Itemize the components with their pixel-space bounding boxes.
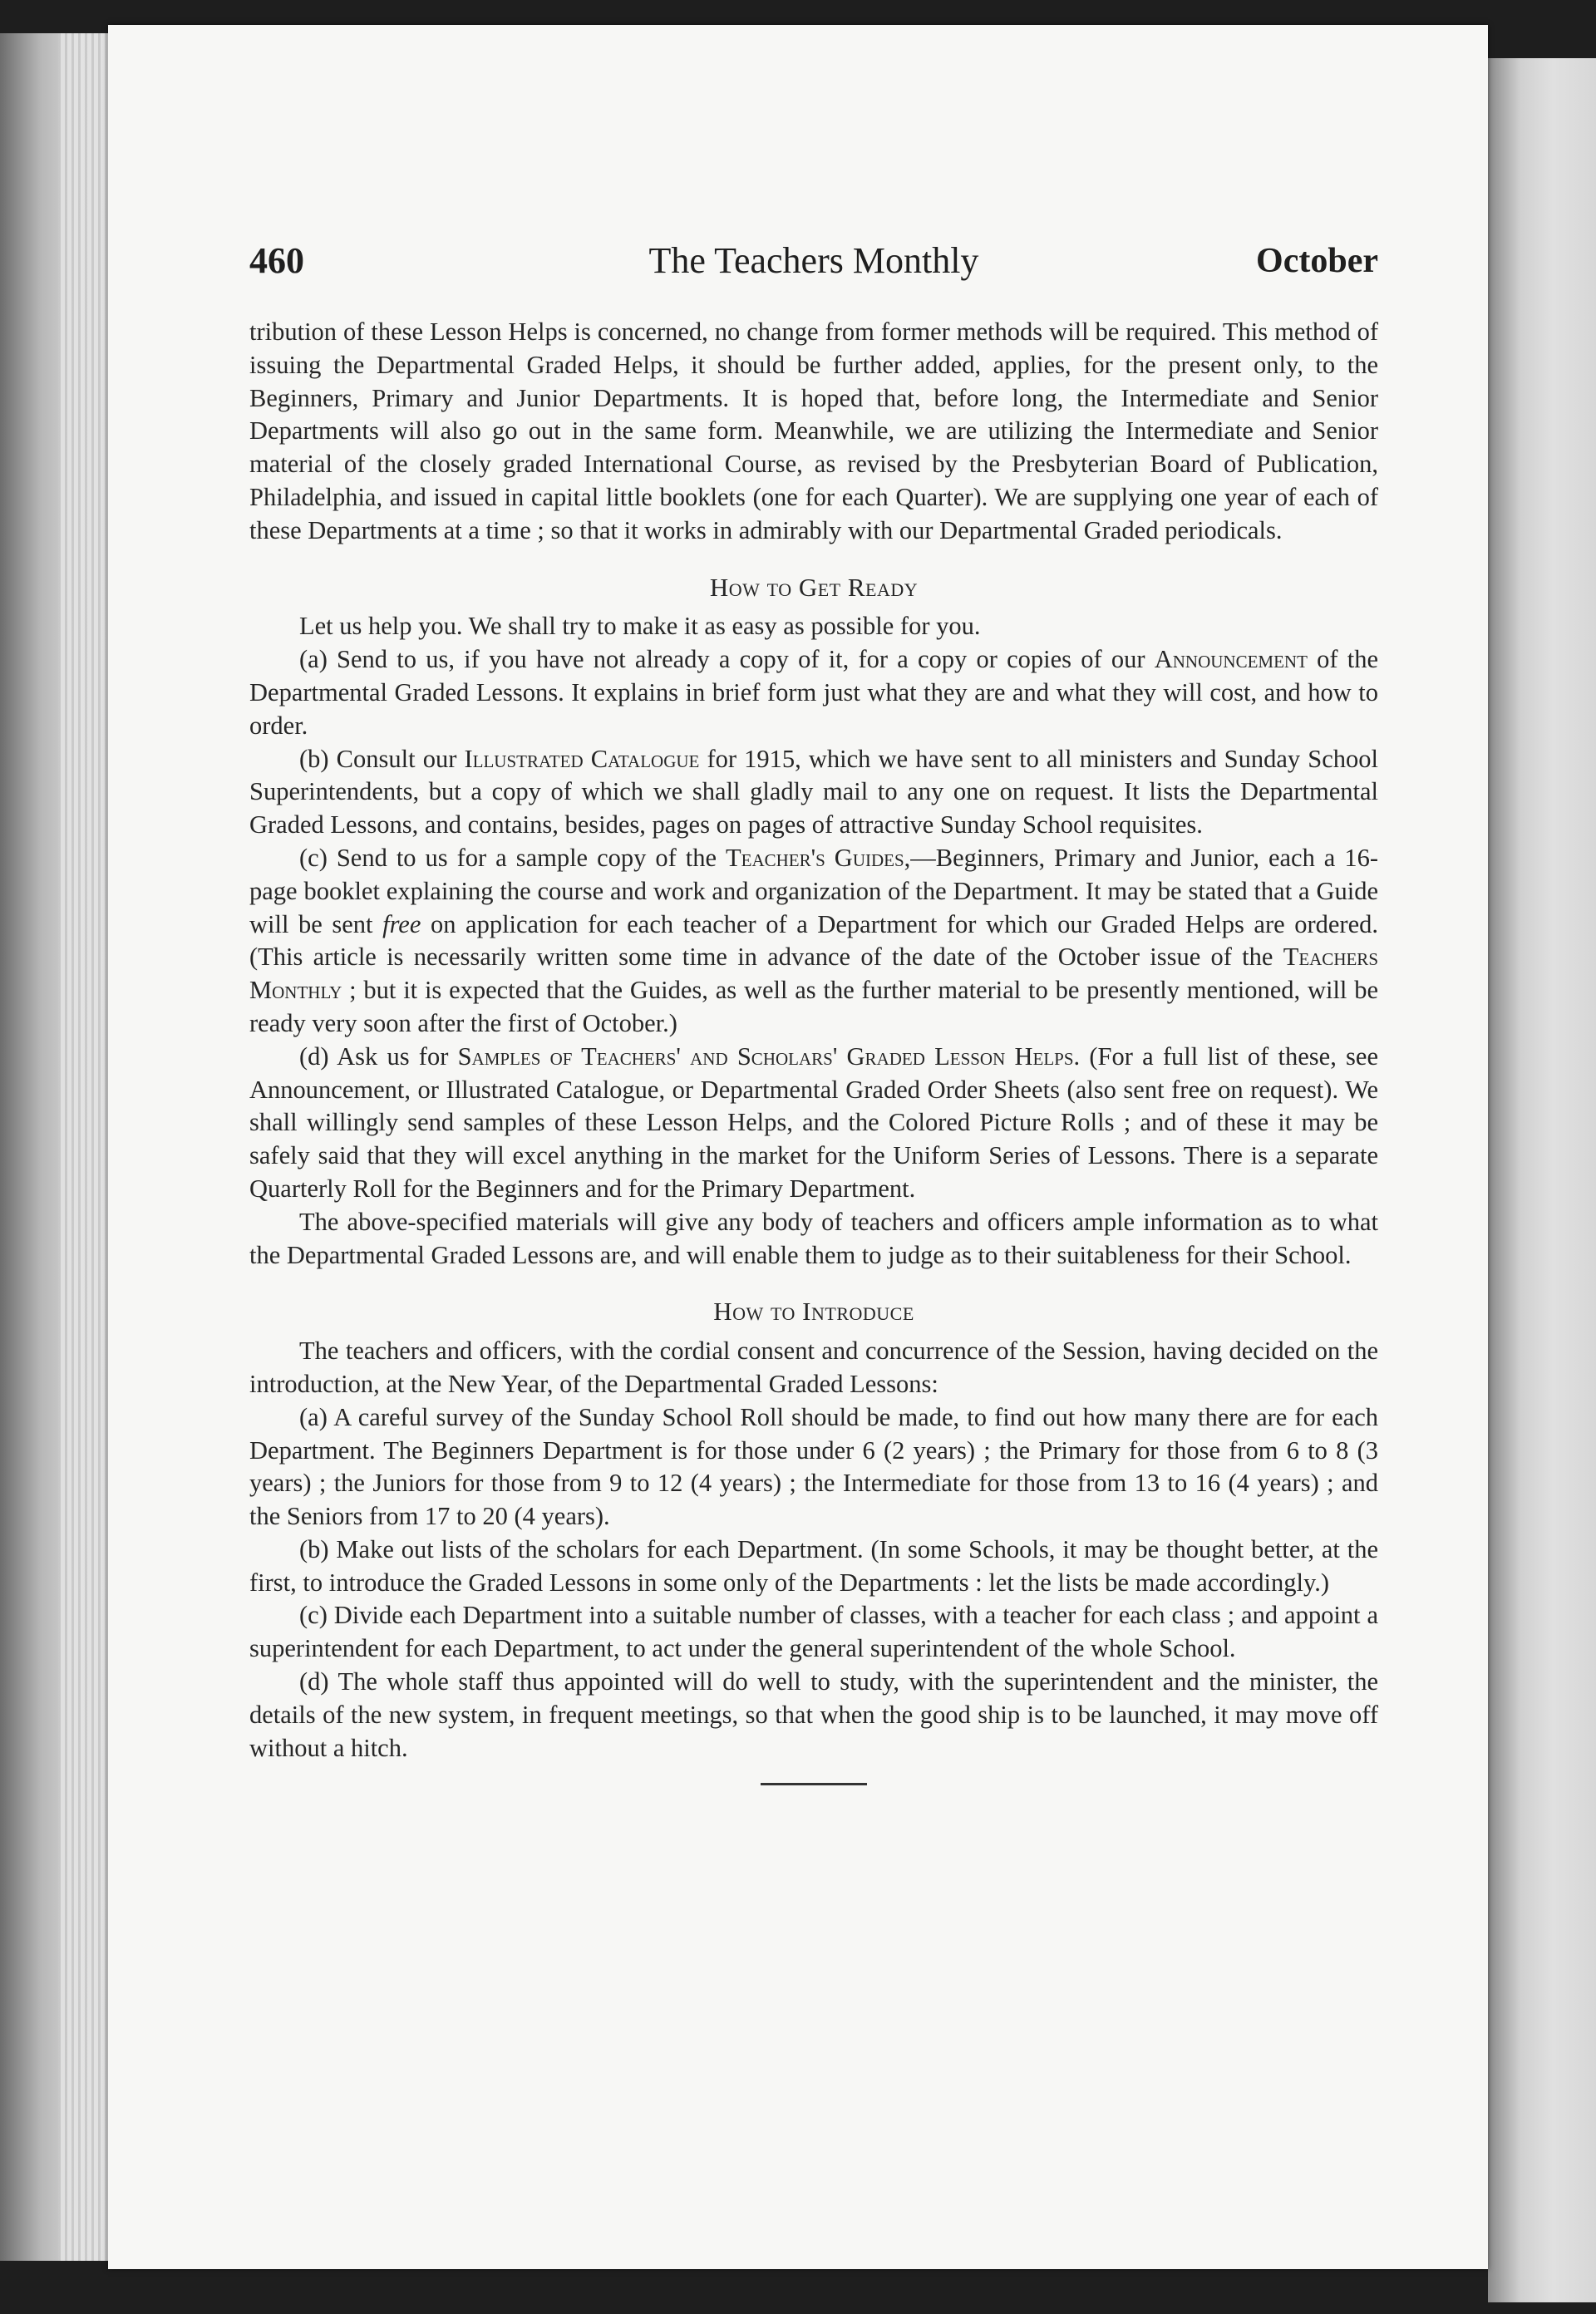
introduce-item-a: (a) A careful survey of the Sunday School Roll should be made, to find out how many there are for each Department. The Beginners Department is for those under 6 (2 years) ; the Primary for those from 6 to 8 (3 years) ; the Juniors for those from 9 to 12 (4 years) ; the Intermediate for those from 13 to 16 (4 years) ; and the Seniors from 17 to 20 (4 years).: [249, 1402, 1378, 1531]
article-body: [249, 316, 1378, 1785]
section-heading-introduce: How to Introduce: [713, 1297, 914, 1327]
book-right-edge: [1488, 58, 1596, 2302]
introduce-item-c: (c) Divide each Department into a suitable number of classes, with a teacher for each class ; and appoint a superintendent for each Department, to act under the general superintendent of the whole School.: [249, 1601, 1378, 1663]
intro-paragraph: tribution of these Lesson Helps is concerned, no change from former methods will be required. This method of issuing the Departmental Graded Helps, it should be further added, applies, for the present only, to the Beginners, Primary and Junior Departments. It is hoped that, before long, the Intermediate and Senior Departments will also go out in the same form. Meanwhile, we are utilizing the Intermediate and Senior material of the closely graded International Course, as revised by the Presbyterian Board of Publication, Philadelphia, and issued in capital little booklets (one for each Quarter). We are supplying one year of each of these Departments at a time ; so that it works in admirably with our Departmental Graded periodicals.: [249, 318, 1378, 544]
page-number: 460: [249, 240, 304, 281]
get-ready-item-c: (c) Send to us for a sample copy of the Teacher's Guides,—Beginners, Primary and Junior, each a 16-page booklet explaining the course and work and organization of the Department. It may be stated that a Guide will be sent free on application for each teacher of a Department for which our Graded Helps are ordered. (This article is necessarily written some time in advance of the date of the October issue of the Teachers Monthly ; but it is expected that the Guides, as well as the further material to be presently mentioned, will be ready very soon after the first of October.): [249, 843, 1378, 1037]
get-ready-closing: The above-specified materials will give any body of teachers and officers ample information as to what the Departmental Graded Lessons are, and will enable them to judge as to their suitableness for their School.: [249, 1207, 1378, 1269]
closing-rule: [761, 1783, 867, 1785]
introduce-item-b: (b) Make out lists of the scholars for each Department. (In some Schools, it may be thought better, at the first, to introduce the Graded Lessons in some only of the Departments : let the lists be made accordingly.): [249, 1534, 1378, 1597]
issue-month: October: [1256, 242, 1378, 280]
page-header: [249, 239, 1378, 289]
section-heading-get-ready: How to Get Ready: [709, 572, 919, 602]
get-ready-item-b: (b) Consult our Illustrated Catalogue for 1915, which we have sent to all ministers and Sunday School Superintendents, but a copy of which we shall gladly mail to any one on request. It lists the Departmental Graded Lessons, and contains, besides, pages on pages of attractive Sunday School requisites.: [249, 744, 1378, 839]
get-ready-lead: Let us help you. We shall try to make it as easy as possible for you.: [299, 612, 981, 641]
introduce-item-d: (d) The whole staff thus appointed will do well to study, with the superintendent and the minister, the details of the new system, in frequent meetings, so that when the good ship is to be launched, it may move off without a hitch.: [249, 1667, 1378, 1762]
introduce-lead: The teachers and officers, with the cordial consent and concurrence of the Session, having decided on the introduction, at the New Year, of the Departmental Graded Lessons:: [249, 1337, 1378, 1398]
running-title: The Teachers Monthly: [648, 240, 979, 281]
get-ready-item-d: (d) Ask us for Samples of Teachers' and Scholars' Graded Lesson Helps. (For a full list of these, see Announcement, or Illustrated Catalogue, or Departmental Graded Order Sheets (also sent free on request). We shall willingly send samples of these Lesson Helps, and the Colored Picture Rolls ; and of these it may be safely said that they will excel anything in the market for the Uniform Series of Lessons. There is a separate Quarterly Roll for the Beginners and for the Primary Department.: [249, 1041, 1378, 1203]
get-ready-item-a: (a) Send to us, if you have not already a copy of it, for a copy or copies of our Announcement of the Departmental Graded Lessons. It explains in brief form just what they are and what they will cost, and how to order.: [249, 645, 1379, 740]
